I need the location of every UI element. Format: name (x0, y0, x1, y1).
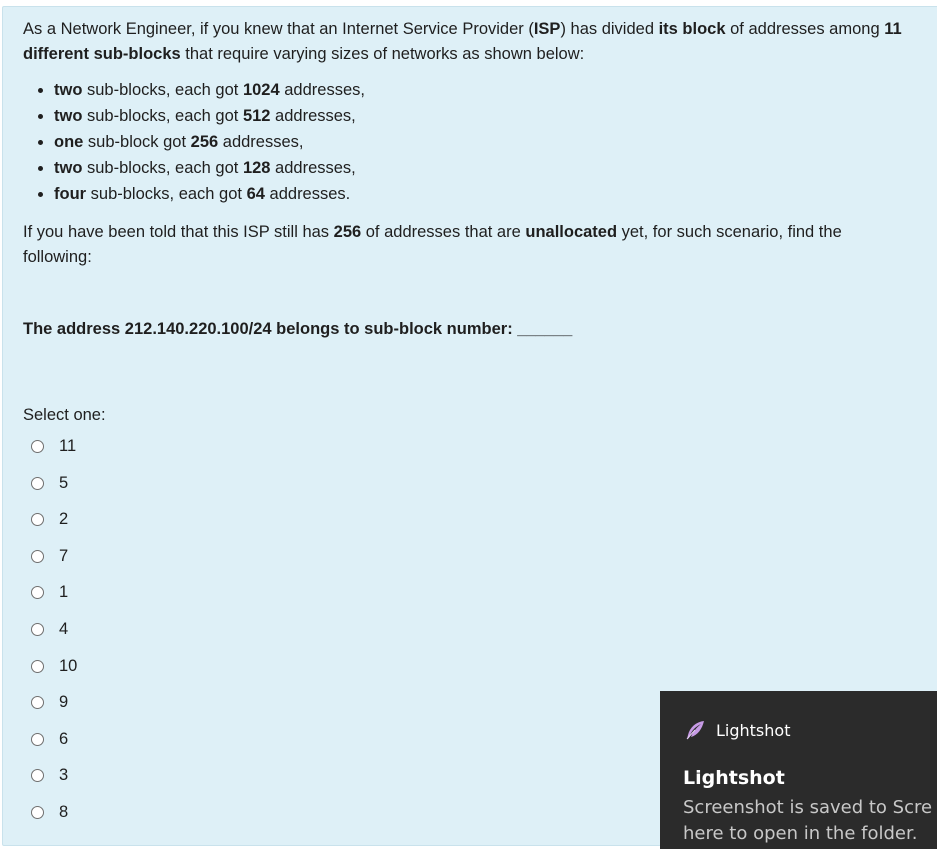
option-label: 5 (59, 473, 69, 492)
intro-text: of addresses among (725, 20, 885, 38)
sub-block-text: addresses, (279, 81, 365, 99)
answer-option-1[interactable] (31, 580, 77, 617)
radio-button[interactable] (31, 696, 44, 709)
intro-text: As a Network Engineer, if you knew that an Internet Service Provider ( (23, 20, 534, 38)
intro-isp: ISP (533, 20, 561, 38)
sub-block-text: sub-blocks, each got (82, 81, 243, 99)
answer-options (31, 434, 77, 837)
sub-block-text: addresses, (218, 133, 304, 151)
option-label: 2 (59, 510, 69, 529)
answer-option-3[interactable] (31, 763, 77, 800)
sub-block-size: 256 (190, 133, 219, 151)
sub-block-text: sub-block got (83, 133, 191, 151)
sub-block-size: 512 (242, 107, 271, 125)
sub-block-count: two (54, 159, 83, 177)
option-label: 3 (59, 766, 69, 785)
sub-block-text: sub-blocks, each got (82, 159, 243, 177)
answer-option-11[interactable] (31, 434, 77, 471)
radio-button[interactable] (31, 660, 44, 673)
radio-button[interactable] (31, 733, 44, 746)
option-label: 10 (59, 656, 78, 675)
unallocated-text: If you have been told that this ISP still has (23, 223, 334, 241)
sub-block-text: addresses. (264, 185, 351, 203)
radio-button[interactable] (31, 440, 44, 453)
radio-button[interactable] (31, 513, 44, 526)
question-intro (23, 17, 903, 67)
option-label: 11 (59, 437, 77, 455)
radio-button[interactable] (31, 769, 44, 782)
answer-option-2[interactable] (31, 507, 77, 544)
feather-icon (684, 719, 706, 741)
answer-option-6[interactable] (31, 727, 77, 764)
option-label: 4 (59, 619, 69, 638)
intro-text: ) has divided (560, 20, 659, 38)
sub-block-count: one (54, 133, 84, 151)
unallocated-text: yet, for such scenario, find the following: (23, 223, 842, 266)
answer-option-7[interactable] (31, 544, 77, 581)
list-item (54, 77, 365, 103)
sub-block-list (33, 77, 365, 207)
answer-option-4[interactable] (31, 617, 77, 654)
lightshot-notification[interactable] (660, 691, 937, 849)
unallocated-amount: 256 (333, 223, 362, 241)
sub-block-count: two (54, 107, 83, 125)
option-label: 8 (59, 802, 69, 821)
intro-sub-block-count: 11 different sub-blocks (23, 20, 902, 63)
sub-block-text: addresses, (270, 107, 356, 125)
sub-block-size: 128 (242, 159, 271, 177)
notification-body-line: here to open in the folder. (683, 823, 918, 844)
sub-block-text: addresses, (270, 159, 356, 177)
intro-its-block: its block (658, 20, 726, 38)
unallocated-statement (23, 220, 903, 270)
radio-button[interactable] (31, 586, 44, 599)
radio-button[interactable] (31, 623, 44, 636)
unallocated-word: unallocated (525, 223, 618, 241)
notification-title: Lightshot (683, 767, 785, 789)
sub-block-size: 1024 (242, 81, 280, 99)
option-label: 7 (59, 546, 69, 565)
answer-option-10[interactable] (31, 654, 77, 691)
radio-button[interactable] (31, 477, 44, 490)
list-item (54, 129, 365, 155)
option-label: 6 (59, 729, 69, 748)
list-item (54, 181, 365, 207)
notification-app-name: Lightshot (716, 720, 791, 740)
sub-block-size: 64 (246, 185, 265, 203)
notification-body-line: Screenshot is saved to Scre (683, 797, 933, 818)
notification-body (683, 795, 937, 847)
intro-text: that require varying sizes of networks as shown below: (180, 45, 585, 63)
list-item (54, 155, 365, 181)
sub-block-count: four (54, 185, 87, 203)
sub-block-count: two (54, 81, 83, 99)
list-item (54, 103, 365, 129)
unallocated-text: of addresses that are (361, 223, 526, 241)
notification-header (684, 719, 790, 741)
answer-option-8[interactable] (31, 800, 77, 837)
select-one-label: Select one: (23, 406, 106, 424)
option-label: 9 (59, 693, 69, 712)
answer-option-5[interactable] (31, 471, 77, 508)
answer-option-9[interactable] (31, 690, 77, 727)
sub-block-text: sub-blocks, each got (86, 185, 247, 203)
sub-block-text: sub-blocks, each got (82, 107, 243, 125)
option-label: 1 (59, 583, 69, 602)
question-prompt: The address 212.140.220.100/24 belongs to sub-block number: ______ (23, 320, 573, 338)
radio-button[interactable] (31, 806, 44, 819)
radio-button[interactable] (31, 550, 44, 563)
